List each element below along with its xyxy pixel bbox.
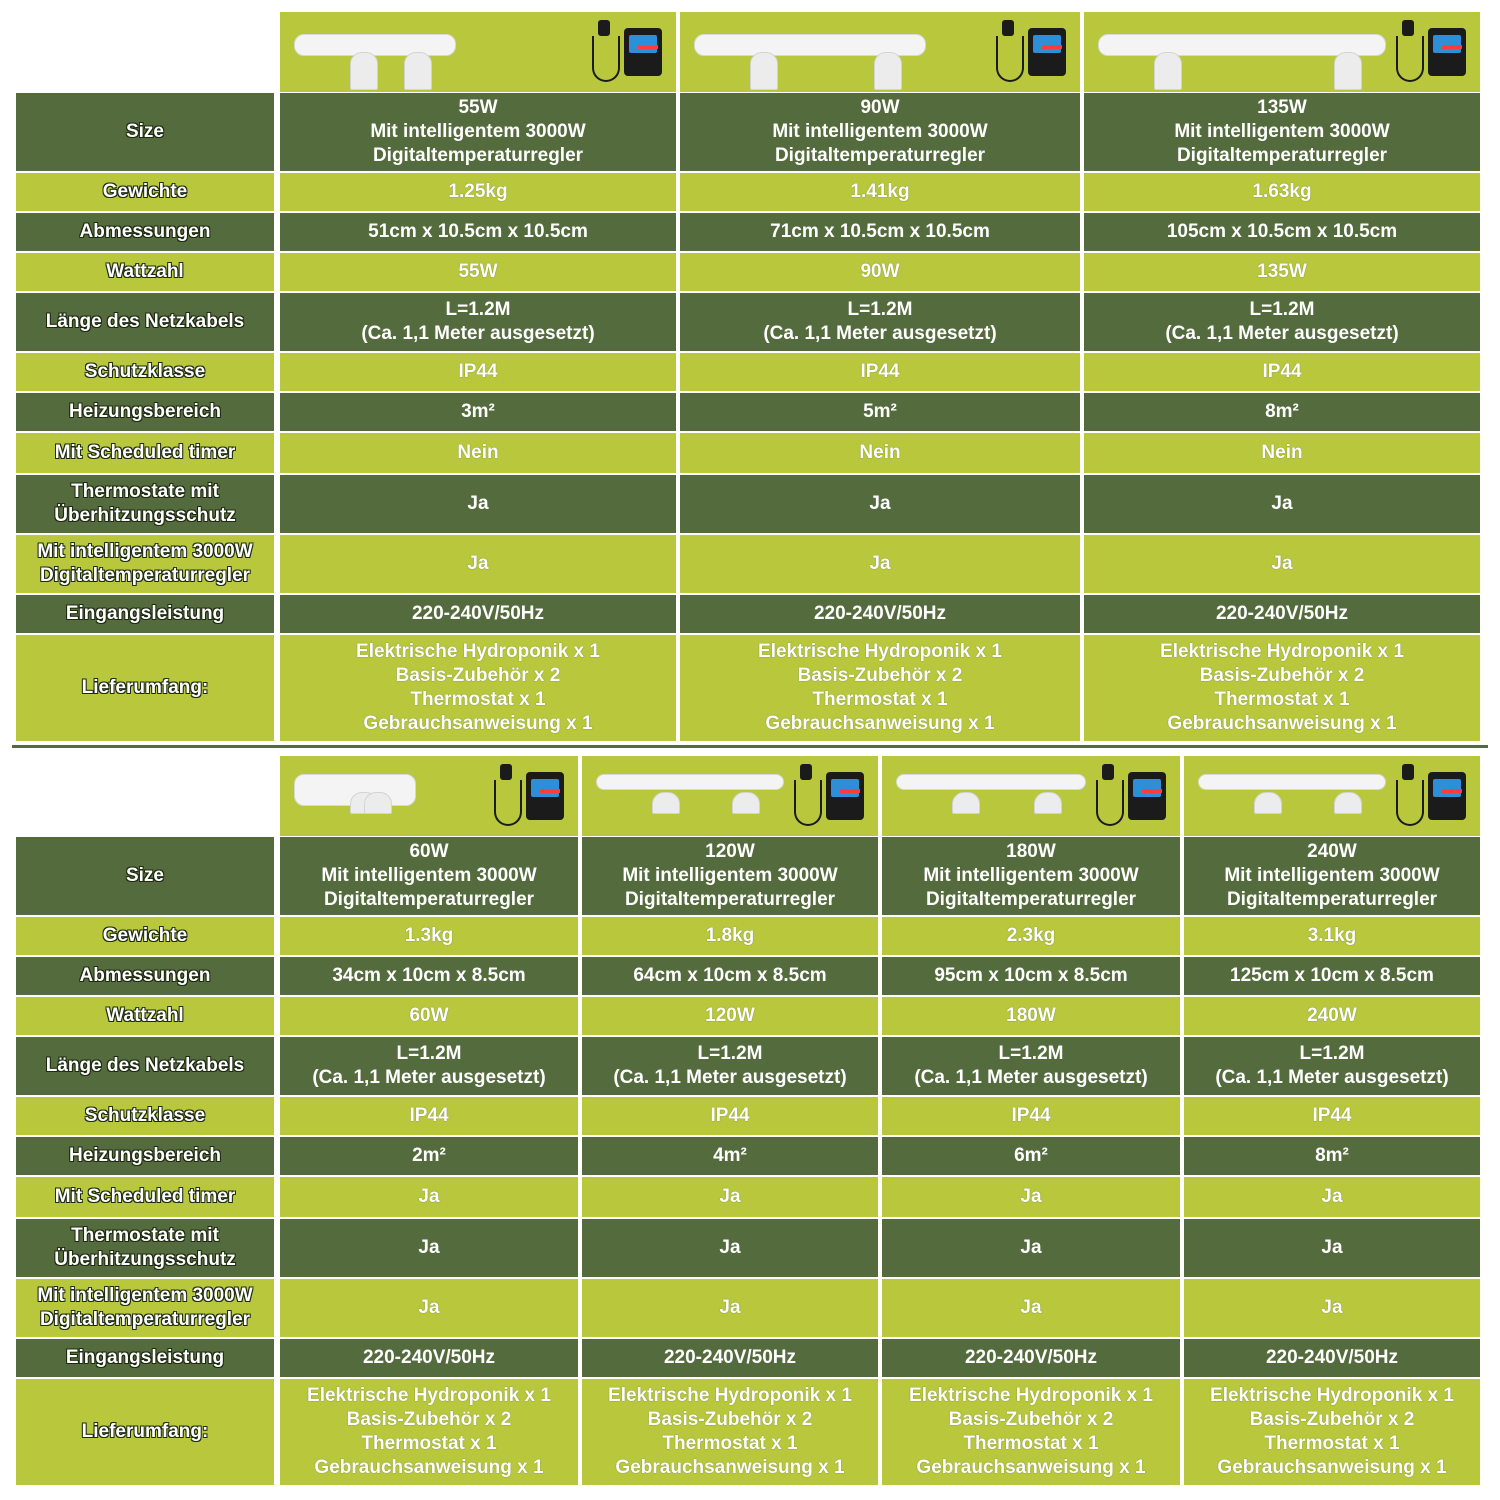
heater-foot-icon bbox=[350, 52, 378, 90]
cell-timer: Nein bbox=[1084, 433, 1480, 473]
cell-thermostat: Ja bbox=[882, 1219, 1180, 1277]
cell-protection: IP44 bbox=[882, 1097, 1180, 1135]
cell-cable: L=1.2M (Ca. 1,1 Meter ausgesetzt) bbox=[582, 1037, 878, 1095]
cell-thermostat: Ja bbox=[280, 1219, 578, 1277]
cell-wattage: 90W bbox=[680, 253, 1080, 291]
cell-weight: 1.41kg bbox=[680, 173, 1080, 211]
row-label-heating-area: Heizungsbereich bbox=[16, 393, 274, 431]
cell-size: 120W Mit intelligentem 3000W Digitaltemperaturregler bbox=[582, 837, 878, 915]
thermostat-controller-icon bbox=[1028, 28, 1066, 76]
cell-thermostat: Ja bbox=[582, 1219, 878, 1277]
cell-heating-area: 2m² bbox=[280, 1137, 578, 1175]
cell-timer: Ja bbox=[882, 1177, 1180, 1217]
cell-dimensions: 105cm x 10.5cm x 10.5cm bbox=[1084, 213, 1480, 251]
row-label-weight: Gewichte bbox=[16, 917, 274, 955]
cell-wattage: 240W bbox=[1184, 997, 1480, 1035]
cell-weight: 3.1kg bbox=[1184, 917, 1480, 955]
cell-controller: Ja bbox=[882, 1279, 1180, 1337]
thermostat-controller-icon bbox=[826, 772, 864, 820]
cell-protection: IP44 bbox=[1084, 353, 1480, 391]
plug-icon bbox=[500, 764, 512, 780]
controller-screen-icon bbox=[1033, 35, 1061, 53]
cell-controller: Ja bbox=[1184, 1279, 1480, 1337]
cell-dimensions: 51cm x 10.5cm x 10.5cm bbox=[280, 213, 676, 251]
cell-size: 60W Mit intelligentem 3000W Digitaltemperaturregler bbox=[280, 837, 578, 915]
controller-screen-icon bbox=[531, 779, 559, 797]
controller-digits-icon bbox=[1442, 45, 1462, 49]
cell-dimensions: 95cm x 10cm x 8.5cm bbox=[882, 957, 1180, 995]
cell-cable: L=1.2M (Ca. 1,1 Meter ausgesetzt) bbox=[680, 293, 1080, 351]
cell-protection: IP44 bbox=[680, 353, 1080, 391]
cell-wattage: 55W bbox=[280, 253, 676, 291]
row-label-input: Eingangsleistung bbox=[16, 1339, 274, 1377]
heater-foot-icon bbox=[364, 792, 392, 814]
row-label-controller: Mit intelligentem 3000W Digitaltemperaturregler bbox=[16, 535, 274, 593]
cell-thermostat: Ja bbox=[680, 475, 1080, 533]
thermostat-controller-icon bbox=[1428, 28, 1466, 76]
cell-wattage: 120W bbox=[582, 997, 878, 1035]
cell-delivery: Elektrische Hydroponik x 1 Basis-Zubehör x 2 Thermostat x 1 Gebrauchsanweisung x 1 bbox=[882, 1379, 1180, 1485]
plug-icon bbox=[1402, 764, 1414, 780]
cell-cable: L=1.2M (Ca. 1,1 Meter ausgesetzt) bbox=[280, 1037, 578, 1095]
row-label-weight: Gewichte bbox=[16, 173, 274, 211]
heater-foot-icon bbox=[732, 792, 760, 814]
controller-digits-icon bbox=[1142, 789, 1162, 793]
cell-heating-area: 6m² bbox=[882, 1137, 1180, 1175]
row-label-dimensions: Abmessungen bbox=[16, 213, 274, 251]
heater-foot-icon bbox=[750, 52, 778, 90]
cell-timer: Ja bbox=[582, 1177, 878, 1217]
cell-controller: Ja bbox=[1084, 535, 1480, 593]
cell-protection: IP44 bbox=[280, 1097, 578, 1135]
row-label-protection: Schutzklasse bbox=[16, 1097, 274, 1135]
cell-delivery: Elektrische Hydroponik x 1 Basis-Zubehör x 2 Thermostat x 1 Gebrauchsanweisung x 1 bbox=[280, 1379, 578, 1485]
cell-heating-area: 4m² bbox=[582, 1137, 878, 1175]
cell-thermostat: Ja bbox=[280, 475, 676, 533]
controller-screen-icon bbox=[629, 35, 657, 53]
row-label-cable: Länge des Netzkabels bbox=[16, 1037, 274, 1095]
cell-controller: Ja bbox=[280, 1279, 578, 1337]
cell-thermostat: Ja bbox=[1184, 1219, 1480, 1277]
thermostat-controller-icon bbox=[1128, 772, 1166, 820]
cell-delivery: Elektrische Hydroponik x 1 Basis-Zubehör x 2 Thermostat x 1 Gebrauchsanweisung x 1 bbox=[1084, 635, 1480, 741]
product-image-cell bbox=[1184, 756, 1480, 836]
controller-digits-icon bbox=[1442, 789, 1462, 793]
controller-screen-icon bbox=[1133, 779, 1161, 797]
cell-input: 220-240V/50Hz bbox=[1184, 1339, 1480, 1377]
thermostat-controller-icon bbox=[624, 28, 662, 76]
heater-foot-icon bbox=[952, 792, 980, 814]
row-label-controller: Mit intelligentem 3000W Digitaltemperaturregler bbox=[16, 1279, 274, 1337]
cell-input: 220-240V/50Hz bbox=[882, 1339, 1180, 1377]
row-label-wattage: Wattzahl bbox=[16, 253, 274, 291]
tube-heater-image bbox=[596, 774, 784, 790]
cell-size: 135W Mit intelligentem 3000W Digitaltemperaturregler bbox=[1084, 93, 1480, 171]
cell-weight: 1.3kg bbox=[280, 917, 578, 955]
cell-timer: Ja bbox=[1184, 1177, 1480, 1217]
cell-input: 220-240V/50Hz bbox=[280, 595, 676, 633]
cell-size: 55W Mit intelligentem 3000W Digitaltemperaturregler bbox=[280, 93, 676, 171]
cell-input: 220-240V/50Hz bbox=[680, 595, 1080, 633]
tube-heater-image bbox=[1198, 774, 1386, 790]
heater-foot-icon bbox=[652, 792, 680, 814]
cell-wattage: 60W bbox=[280, 997, 578, 1035]
thermostat-controller-icon bbox=[1428, 772, 1466, 820]
cell-input: 220-240V/50Hz bbox=[280, 1339, 578, 1377]
plug-icon bbox=[1102, 764, 1114, 780]
product-image-cell bbox=[1084, 12, 1480, 92]
controller-screen-icon bbox=[831, 779, 859, 797]
cell-thermostat: Ja bbox=[1084, 475, 1480, 533]
controller-digits-icon bbox=[638, 45, 658, 49]
cell-dimensions: 64cm x 10cm x 8.5cm bbox=[582, 957, 878, 995]
cell-cable: L=1.2M (Ca. 1,1 Meter ausgesetzt) bbox=[1084, 293, 1480, 351]
cell-cable: L=1.2M (Ca. 1,1 Meter ausgesetzt) bbox=[882, 1037, 1180, 1095]
tube-heater-image bbox=[896, 774, 1086, 790]
row-label-input: Eingangsleistung bbox=[16, 595, 274, 633]
cell-size: 90W Mit intelligentem 3000W Digitaltemperaturregler bbox=[680, 93, 1080, 171]
row-label-delivery: Lieferumfang: bbox=[16, 635, 274, 741]
product-image-cell bbox=[680, 12, 1080, 92]
cell-size: 240W Mit intelligentem 3000W Digitaltemperaturregler bbox=[1184, 837, 1480, 915]
cell-controller: Ja bbox=[680, 535, 1080, 593]
cell-dimensions: 71cm x 10.5cm x 10.5cm bbox=[680, 213, 1080, 251]
cell-heating-area: 8m² bbox=[1184, 1137, 1480, 1175]
row-label-protection: Schutzklasse bbox=[16, 353, 274, 391]
cell-cable: L=1.2M (Ca. 1,1 Meter ausgesetzt) bbox=[280, 293, 676, 351]
cell-heating-area: 3m² bbox=[280, 393, 676, 431]
cell-weight: 2.3kg bbox=[882, 917, 1180, 955]
cell-timer: Nein bbox=[280, 433, 676, 473]
cell-size: 180W Mit intelligentem 3000W Digitaltemperaturregler bbox=[882, 837, 1180, 915]
plug-icon bbox=[598, 20, 610, 36]
cell-input: 220-240V/50Hz bbox=[1084, 595, 1480, 633]
row-label-timer: Mit Scheduled timer bbox=[16, 1177, 274, 1217]
cell-wattage: 180W bbox=[882, 997, 1180, 1035]
cell-timer: Ja bbox=[280, 1177, 578, 1217]
heater-foot-icon bbox=[1154, 52, 1182, 90]
cell-wattage: 135W bbox=[1084, 253, 1480, 291]
heater-foot-icon bbox=[1254, 792, 1282, 814]
controller-digits-icon bbox=[540, 789, 560, 793]
heater-foot-icon bbox=[404, 52, 432, 90]
cable-icon bbox=[1396, 36, 1424, 82]
heater-foot-icon bbox=[1034, 792, 1062, 814]
cell-delivery: Elektrische Hydroponik x 1 Basis-Zubehör x 2 Thermostat x 1 Gebrauchsanweisung x 1 bbox=[1184, 1379, 1480, 1485]
cell-protection: IP44 bbox=[582, 1097, 878, 1135]
cell-delivery: Elektrische Hydroponik x 1 Basis-Zubehör x 2 Thermostat x 1 Gebrauchsanweisung x 1 bbox=[680, 635, 1080, 741]
row-label-timer: Mit Scheduled timer bbox=[16, 433, 274, 473]
tube-heater-image bbox=[294, 34, 456, 56]
row-label-delivery: Lieferumfang: bbox=[16, 1379, 274, 1485]
plug-icon bbox=[800, 764, 812, 780]
product-image-cell bbox=[582, 756, 878, 836]
heater-foot-icon bbox=[1334, 792, 1362, 814]
cell-timer: Nein bbox=[680, 433, 1080, 473]
cable-icon bbox=[1396, 780, 1424, 826]
row-label-thermostat: Thermostate mit Überhitzungsschutz bbox=[16, 475, 274, 533]
cell-weight: 1.8kg bbox=[582, 917, 878, 955]
plug-icon bbox=[1002, 20, 1014, 36]
controller-screen-icon bbox=[1433, 779, 1461, 797]
row-label-heating-area: Heizungsbereich bbox=[16, 1137, 274, 1175]
cell-protection: IP44 bbox=[280, 353, 676, 391]
cell-controller: Ja bbox=[280, 535, 676, 593]
cable-icon bbox=[1096, 780, 1124, 826]
product-image-cell bbox=[280, 756, 578, 836]
table-divider bbox=[12, 745, 1488, 748]
cable-icon bbox=[592, 36, 620, 82]
row-label-wattage: Wattzahl bbox=[16, 997, 274, 1035]
row-label-dimensions: Abmessungen bbox=[16, 957, 274, 995]
cable-icon bbox=[794, 780, 822, 826]
cell-protection: IP44 bbox=[1184, 1097, 1480, 1135]
cable-icon bbox=[494, 780, 522, 826]
cell-input: 220-240V/50Hz bbox=[582, 1339, 878, 1377]
row-label-size: Size bbox=[16, 93, 274, 171]
controller-digits-icon bbox=[840, 789, 860, 793]
heater-foot-icon bbox=[874, 52, 902, 90]
controller-digits-icon bbox=[1042, 45, 1062, 49]
cell-controller: Ja bbox=[582, 1279, 878, 1337]
product-image-cell bbox=[280, 12, 676, 92]
row-label-cable: Länge des Netzkabels bbox=[16, 293, 274, 351]
cell-dimensions: 34cm x 10cm x 8.5cm bbox=[280, 957, 578, 995]
product-image-cell bbox=[882, 756, 1180, 836]
cable-icon bbox=[996, 36, 1024, 82]
plug-icon bbox=[1402, 20, 1414, 36]
thermostat-controller-icon bbox=[526, 772, 564, 820]
cell-cable: L=1.2M (Ca. 1,1 Meter ausgesetzt) bbox=[1184, 1037, 1480, 1095]
cell-delivery: Elektrische Hydroponik x 1 Basis-Zubehör x 2 Thermostat x 1 Gebrauchsanweisung x 1 bbox=[582, 1379, 878, 1485]
cell-delivery: Elektrische Hydroponik x 1 Basis-Zubehör x 2 Thermostat x 1 Gebrauchsanweisung x 1 bbox=[280, 635, 676, 741]
controller-screen-icon bbox=[1433, 35, 1461, 53]
cell-heating-area: 8m² bbox=[1084, 393, 1480, 431]
cell-dimensions: 125cm x 10cm x 8.5cm bbox=[1184, 957, 1480, 995]
row-label-size: Size bbox=[16, 837, 274, 915]
cell-weight: 1.63kg bbox=[1084, 173, 1480, 211]
cell-weight: 1.25kg bbox=[280, 173, 676, 211]
cell-heating-area: 5m² bbox=[680, 393, 1080, 431]
heater-foot-icon bbox=[1334, 52, 1362, 90]
row-label-thermostat: Thermostate mit Überhitzungsschutz bbox=[16, 1219, 274, 1277]
